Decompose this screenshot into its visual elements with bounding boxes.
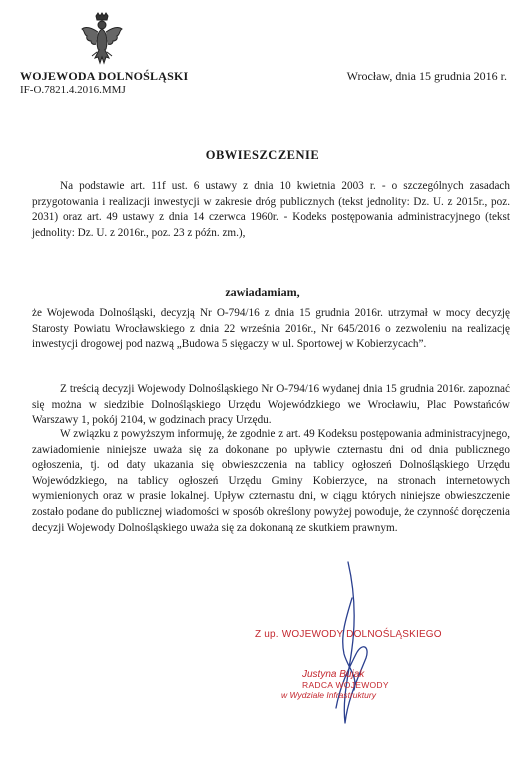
stamp-signatory-name: Justyna Bujak	[302, 669, 365, 680]
document-title: OBWIESZCZENIE	[205, 148, 320, 162]
stamp-department: w Wydziale Infrastruktury	[281, 690, 376, 700]
access-paragraph: Z treścią decyzji Wojewody Dolnośląskiego Nr O-794/16 wydanej dnia 15 grudnia 2016r. zapoznać się można w siedzibie Dolnośląskiego Urzędu Wojewódzkiego we Wrocławiu, Plac Powstańców Warszawy 1, pokój 2104, w godzinach pracy Urzędu.	[32, 383, 510, 427]
reference-number: IF-O.7821.4.2016.MMJ	[20, 84, 126, 96]
legal-basis-paragraph: Na podstawie art. 11f ust. 6 ustawy z dnia 10 kwietnia 2003 r. - o szczególnych zasadach przygotowania i realizacji inwestycji w zakresie dróg publicznych (tekst jednolity: Dz. U. z 2015r., poz. 2031) oraz art. 49 ustawy z dnia 14 czerwca 1960r. - Kodeks postępowania administracyjnego (tekst jednolity: Dz. U. z 2016r., poz. 23 z późn. zm.),	[32, 180, 510, 239]
issuer-name: WOJEWODA DOLNOŚLĄSKI	[20, 69, 189, 83]
stamp-on-behalf: Z up. WOJEWODY DOLNOŚLĄSKIEGO	[255, 629, 442, 640]
announcement-word: zawiadamiam,	[225, 285, 300, 299]
place-date: Wrocław, dnia 15 grudnia 2016 r.	[346, 69, 507, 83]
polish-eagle-emblem-icon	[80, 12, 124, 66]
stamp-signatory-role: RADCA WOJEWODY	[302, 680, 389, 690]
decision-paragraph: że Wojewoda Dolnośląski, decyzją Nr O-794/16 z dnia 15 grudnia 2016r. utrzymał w mocy decyzję Starosty Powiatu Wrocławskiego z dnia 22 września 2016r., Nr 645/2016 o zezwoleniu na realizację inwestycji drogowej pod nazwą „Budowa 5 sięgaczy w ul. Sportowej w Kobierzycach”.	[32, 307, 510, 351]
handwritten-signature	[318, 558, 388, 728]
notification-paragraph: W związku z powyższym informuję, że zgodnie z art. 49 Kodeksu postępowania administracyjnego, zawiadomienie niniejsze uważa się za dokonane po upływie czternastu dni od dnia publicznego ogłoszenia, tj. od daty ukazania się obwieszczenia na tablicy ogłoszeń Dolnośląskiego Urzędu Wojewódzkiego, na tablicy ogłoszeń Urzędu Gminy Kobierzyce, na stronach internetowych wymienionych oraz w prasie lokalnej. Upływ czternastu dni, w ciągu których niniejsze obwieszczenie zostało podane do publicznej wiadomości w sposób określony powyżej powoduje, że czynność doręczenia decyzji Wojewody Dolnośląskiego uważa się za dokonaną ze skutkiem prawnym.	[32, 428, 510, 534]
